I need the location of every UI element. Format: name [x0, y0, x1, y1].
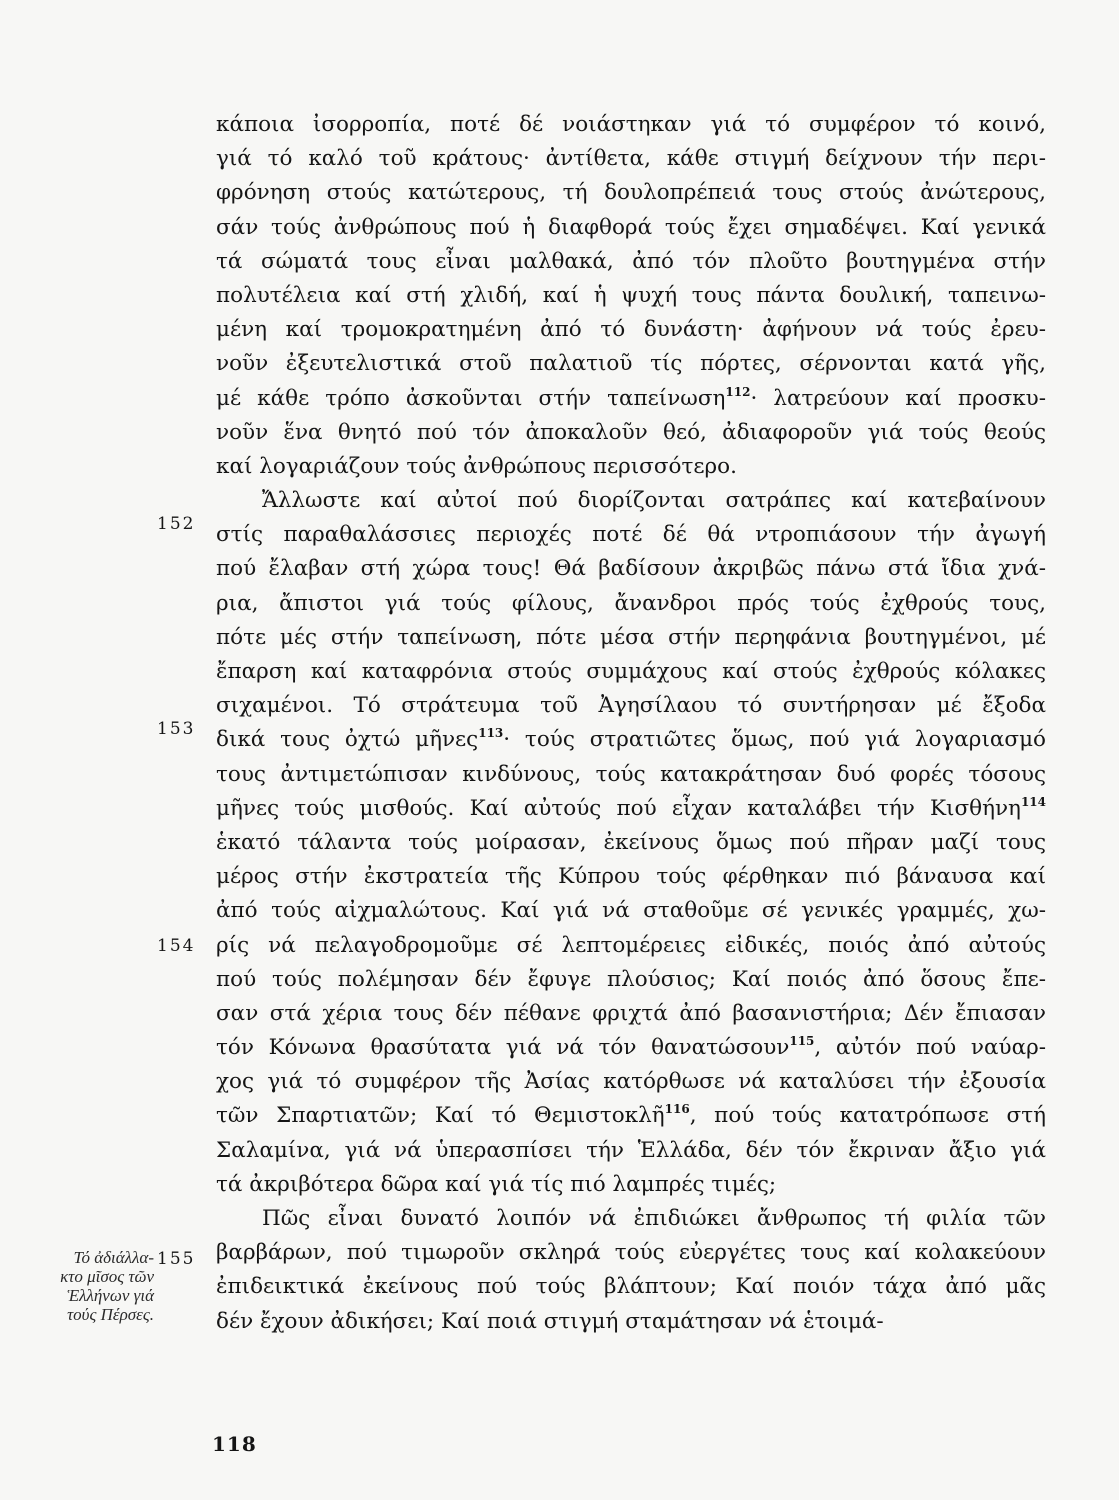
text-line	[216, 484, 1046, 518]
line-text: δικά τους ὀχτώ μῆνες	[216, 727, 479, 753]
line-text: ἔπαρση καί καταφρόνια στούς συμμάχους καί στούς ἐχθρούς κόλακες	[216, 659, 1046, 684]
text-line	[216, 1134, 1046, 1168]
margin-side-note	[6, 1248, 154, 1324]
text-line	[216, 382, 1046, 416]
page-number: 118	[212, 1432, 257, 1456]
text-line	[216, 758, 1046, 792]
text-line	[216, 279, 1046, 313]
text-line	[216, 518, 1046, 552]
side-note-line: τούς Πέρσες.	[67, 1305, 154, 1324]
text-line	[216, 689, 1046, 723]
line-text-after-note: , αὐτόν πού ναύαρ-	[814, 1035, 1046, 1061]
line-text: χος γιά τό συμφέρον τῆς Ἀσίας κατόρθωσε νά καταλύσει τήν ἐξουσία	[216, 1069, 1046, 1095]
line-text: φρόνηση στούς κατώτερους, τή δουλοπρέπειά τους στούς ἀνώτερους,	[216, 180, 1046, 206]
text-line	[216, 108, 1046, 142]
text-line	[216, 894, 1046, 928]
line-text: ἑκατό τάλαντα τούς μοίρασαν, ἐκείνους ὅμως πού πῆραν μαζί τους	[216, 829, 1046, 855]
text-line	[216, 723, 1046, 757]
line-text: μέρος στήν ἐκστρατεία τῆς Κύπρου τούς φέρθηκαν πιό βάναυσα καί	[216, 864, 1046, 890]
line-text: πότε μές στήν ταπείνωση, πότε μέσα στήν περηφάνια βουτηγμένοι, μέ	[216, 624, 1046, 650]
footnote-ref: 115	[789, 1034, 815, 1049]
line-text: καί λογαριάζουν τούς ἀνθρώπους περισσότερο.	[216, 453, 737, 479]
line-text: σαν στά χέρια τους δέν πέθανε φριχτά ἀπό βασανιστήρια; Δέν ἔπιασαν	[216, 1000, 1046, 1026]
line-text: στίς παραθαλάσσιες περιοχές ποτέ δέ θά ντροπιάσουν τήν ἀγωγή	[216, 522, 1046, 548]
line-text: ἀπό τούς αἰχμαλώτους. Καί γιά νά σταθοῦμε σέ γενικές γραμμές, χω-	[216, 898, 1046, 924]
line-text-after-note: · λατρεύουν καί προσκυ-	[750, 385, 1047, 411]
section-number-152: 152	[157, 514, 196, 534]
footnote-ref: 113	[478, 726, 504, 741]
text-line	[216, 1168, 1046, 1202]
line-text: νοῦν ἐξευτελιστικά στοῦ παλατιοῦ τίς πόρτες, σέρνονται κατά γῆς,	[216, 351, 1046, 377]
footnote-ref: 112	[725, 384, 751, 399]
line-text: σάν τούς ἀνθρώπους πού ἡ διαφθορά τούς ἔχει σημαδέψει. Καί γενικά	[216, 214, 1046, 240]
body-text	[216, 108, 1046, 1339]
line-text: πού ἔλαβαν στή χώρα τους! Θά βαδίσουν ἀκριβῶς πάνω στά ἴδια χνά-	[216, 556, 1046, 582]
footnote-ref: 114	[1020, 794, 1046, 809]
text-line	[216, 1270, 1046, 1304]
text-line	[216, 1236, 1046, 1270]
line-text: κάποια ἰσορροπία, ποτέ δέ νοιάστηκαν γιά τό συμφέρον τό κοινό,	[216, 112, 1046, 137]
line-text: τους ἀντιμετώπισαν κινδύνους, τούς κατακράτησαν δυό φορές τόσους	[216, 761, 1046, 787]
line-text: νοῦν ἕνα θνητό πού τόν ἀποκαλοῦν θεό, ἀδιαφοροῦν γιά τούς θεούς	[216, 419, 1046, 445]
line-text: μέ κάθε τρόπο ἀσκοῦνται στήν ταπείνωση	[216, 385, 726, 411]
line-text: τόν Κόνωνα θρασύτατα γιά νά τόν θανατώσουν	[216, 1035, 790, 1061]
text-line	[216, 929, 1046, 963]
text-line	[216, 245, 1046, 279]
line-text: ρια, ἄπιστοι γιά τούς φίλους, ἄνανδροι πρός τούς ἐχθρούς τους,	[216, 590, 1046, 616]
line-text: Πῶς εἶναι δυνατό λοιπόν νά ἐπιδιώκει ἄνθρωπος τή φιλία τῶν	[262, 1206, 1046, 1231]
text-line	[216, 1031, 1046, 1065]
text-line	[216, 621, 1046, 655]
line-text: βαρβάρων, πού τιμωροῦν σκληρά τούς εὐεργέτες τους καί κολακεύουν	[216, 1240, 1046, 1266]
line-text-after-note: , πού τούς κατατρόπωσε στή	[689, 1103, 1046, 1129]
text-line	[216, 552, 1046, 586]
text-line	[216, 347, 1046, 381]
line-text: γιά τό καλό τοῦ κράτους· ἀντίθετα, κάθε στιγμή δείχνουν τήν περι-	[216, 146, 1046, 172]
footnote-ref: 116	[664, 1102, 690, 1117]
text-line	[216, 1305, 1046, 1339]
text-line	[216, 860, 1046, 894]
line-text: πού τούς πολέμησαν δέν ἔφυγε πλούσιος; Καί ποιός ἀπό ὅσους ἔπε-	[216, 966, 1046, 992]
text-line	[216, 450, 1046, 484]
text-line	[216, 313, 1046, 347]
line-text: πολυτέλεια καί στή χλιδή, καί ἡ ψυχή τους πάντα δουλική, ταπεινω-	[216, 282, 1046, 308]
line-text: Σαλαμίνα, γιά νά ὑπερασπίσει τήν Ἑλλάδα, δέν τόν ἔκριναν ἄξιο γιά	[216, 1137, 1046, 1163]
text-line	[216, 826, 1046, 860]
line-text: ἐπιδεικτικά ἐκείνους πού τούς βλάπτουν; Καί ποιόν τάχα ἀπό μᾶς	[216, 1274, 1046, 1300]
text-line	[216, 792, 1046, 826]
text-line	[216, 416, 1046, 450]
text-line	[216, 655, 1046, 689]
text-line	[216, 176, 1046, 210]
section-number-155: 155	[157, 1249, 196, 1269]
line-text: ρίς νά πελαγοδρομοῦμε σέ λεπτομέρειες εἰδικές, ποιός ἀπό αὐτούς	[216, 932, 1046, 958]
line-text: Ἄλλωστε καί αὐτοί πού διορίζονται σατράπες καί κατεβαίνουν	[262, 488, 1046, 514]
text-line	[216, 997, 1046, 1031]
line-text: τά σώματά τους εἶναι μαλθακά, ἀπό τόν πλοῦτο βουτηγμένα στήν	[216, 248, 1046, 274]
side-note-line: κτο μῖσος τῶν	[60, 1267, 154, 1286]
line-text: τά ἀκριβότερα δῶρα καί γιά τίς πιό λαμπρές τιμές;	[216, 1171, 777, 1197]
line-text: σιχαμένοι. Τό στράτευμα τοῦ Ἀγησίλαου τό συντήρησαν μέ ἔξοδα	[216, 693, 1046, 719]
text-line	[216, 211, 1046, 245]
text-line	[216, 587, 1046, 621]
line-text: τῶν Σπαρτιατῶν; Καί τό Θεμιστοκλῆ	[216, 1103, 665, 1129]
section-number-154: 154	[157, 936, 196, 956]
text-line	[216, 1099, 1046, 1133]
text-line	[216, 142, 1046, 176]
text-line	[216, 1065, 1046, 1099]
line-text: μῆνες τούς μισθούς. Καί αὐτούς πού εἶχαν καταλάβει τήν Κισθήνη	[216, 795, 1021, 821]
side-note-line: Τό ἀδιάλλα-	[73, 1248, 154, 1267]
line-text: δέν ἔχουν ἀδικήσει; Καί ποιά στιγμή σταμάτησαν νά ἑτοιμά-	[216, 1308, 884, 1334]
line-text-after-note: · τούς στρατιῶτες ὅμως, πού γιά λογαριασμό	[503, 727, 1046, 753]
text-line	[216, 1202, 1046, 1236]
text-line	[216, 963, 1046, 997]
section-number-153: 153	[157, 719, 196, 739]
side-note-line: Ἑλλήνων γιά	[67, 1286, 154, 1305]
line-text: μένη καί τρομοκρατημένη ἀπό τό δυνάστη· ἀφήνουν νά τούς ἐρευ-	[216, 317, 1046, 343]
